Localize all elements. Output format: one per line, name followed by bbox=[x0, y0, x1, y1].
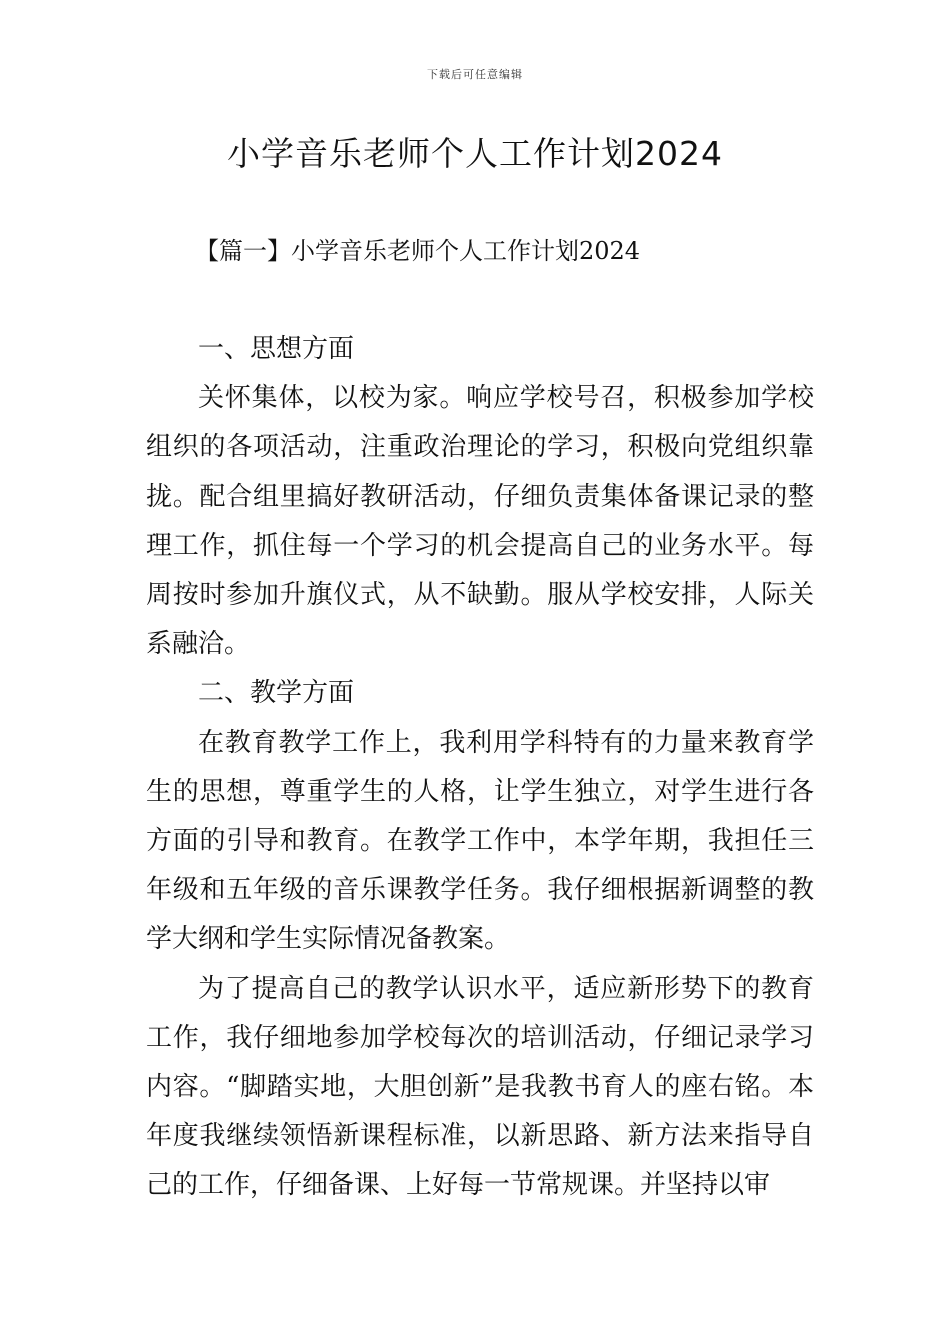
document-title: 小学音乐老师个人工作计划2024 bbox=[227, 134, 723, 173]
section-heading: 【篇一】小学音乐老师个人工作计划2024 bbox=[195, 237, 641, 265]
paragraph-heading-thought: 一、思想方面 bbox=[198, 334, 355, 364]
paragraph-heading-teaching: 二、教学方面 bbox=[198, 678, 355, 709]
paragraph-thought: 关怀集体，以校为家。响应学校号召，积极参加学校组织的各项活动，注重政治理论的学习，积极向党组织靠拢。配合组里搞好教研活动，仔细负责集体备课记录的整理工作，抓住每一个学习的机会提高自己的业务水平。每周按时参加升旗仪式，从不缺勤。服从学校安排，人际关系融洽。 bbox=[146, 383, 814, 660]
document-body bbox=[146, 325, 814, 1211]
paragraph-teaching-2: 为了提高自己的教学认识水平，适应新形势下的教育工作，我仔细地参加学校每次的培训活动，仔细记录学习内容。“脚踏实地，大胆创新”是我教书育人的座右铭。本年度我继续领悟新课程标准，以新思路、新方法来指导自己的工作，仔细备课、上好每一节常规课。并坚持以审 bbox=[146, 973, 814, 1201]
paragraph-teaching-1: 在教育教学工作上，我利用学科特有的力量来教育学生的思想，尊重学生的人格，让学生独立，对学生进行各方面的引导和教育。在教学工作中，本学年期，我担任三年级和五年级的音乐课教学任务。我仔细根据新调整的教学大纲和学生实际情况备教案。 bbox=[146, 727, 814, 955]
download-note: 下载后可任意编辑 bbox=[427, 68, 523, 81]
